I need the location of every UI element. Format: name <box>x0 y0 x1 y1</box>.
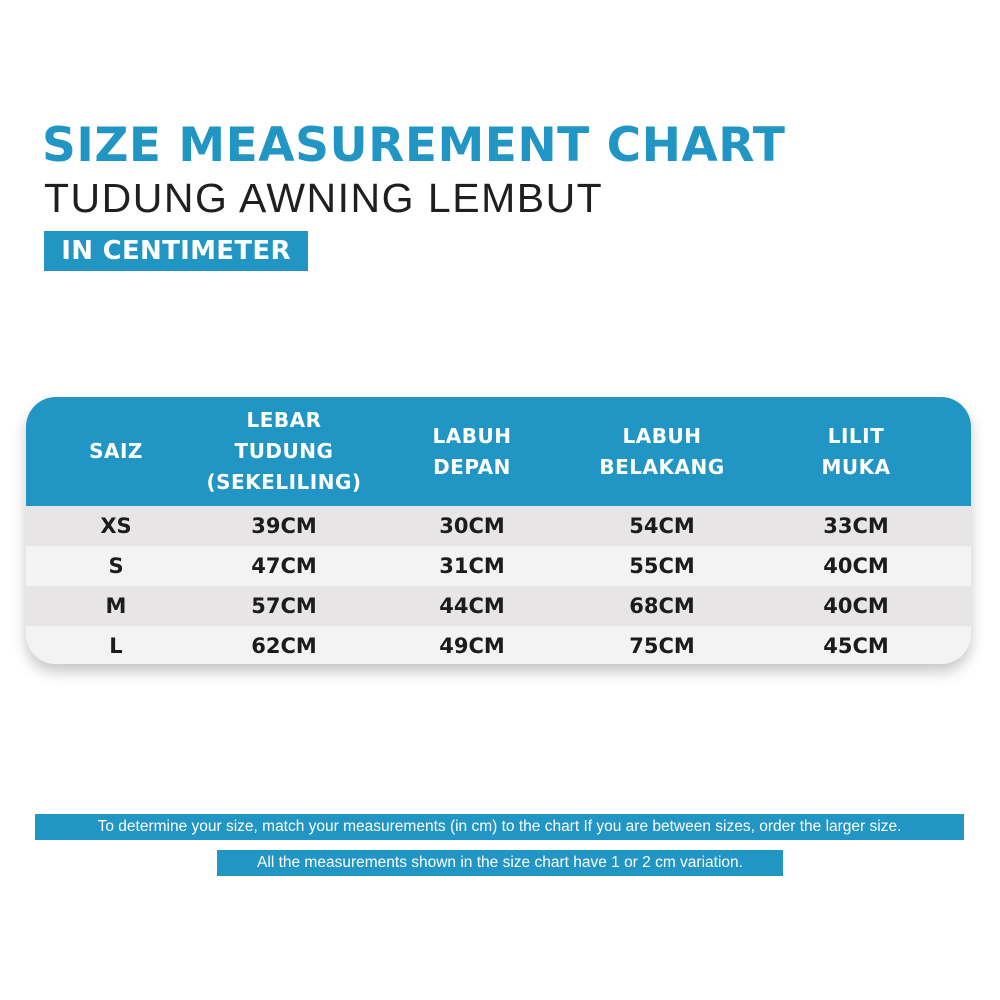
table-cell: 40CM <box>823 594 889 618</box>
table-header <box>26 397 971 506</box>
table-cell: 47CM <box>251 554 317 578</box>
table-cell: L <box>109 634 123 658</box>
table-cell: XS <box>100 514 132 538</box>
table-cell: S <box>108 554 124 578</box>
sizing-instruction-note: To determine your size, match your measurements (in cm) to the chart If you are between sizes, order the larger size. <box>35 814 964 840</box>
page-title: SIZE MEASUREMENT CHART <box>42 118 786 173</box>
table-cell: 31CM <box>439 554 505 578</box>
table-row <box>26 546 971 586</box>
column-header-face-circumference: LILIT MUKA <box>821 423 891 479</box>
column-header-width: LEBAR TUDUNG (SEKELILING) <box>206 408 362 494</box>
table-row <box>26 626 971 664</box>
product-name: TUDUNG AWNING LEMBUT <box>44 175 604 221</box>
table-cell: 33CM <box>823 514 889 538</box>
column-header-front-length: LABUH DEPAN <box>432 423 512 479</box>
table-cell: 40CM <box>823 554 889 578</box>
table-row <box>26 586 971 626</box>
table-cell: 75CM <box>629 634 695 658</box>
table-cell: 57CM <box>251 594 317 618</box>
table-cell: 55CM <box>629 554 695 578</box>
table-row <box>26 506 971 546</box>
table-cell: 45CM <box>823 634 889 658</box>
table-cell: 54CM <box>629 514 695 538</box>
table-cell: 44CM <box>439 594 505 618</box>
column-header-size: SAIZ <box>89 439 143 463</box>
size-table <box>26 397 971 664</box>
unit-badge: IN CENTIMETER <box>44 231 308 271</box>
variation-note: All the measurements shown in the size chart have 1 or 2 cm variation. <box>217 850 783 876</box>
column-header-back-length: LABUH BELAKANG <box>599 423 725 479</box>
table-cell: 30CM <box>439 514 505 538</box>
table-cell: 68CM <box>629 594 695 618</box>
table-cell: 49CM <box>439 634 505 658</box>
table-cell: 62CM <box>251 634 317 658</box>
table-cell: 39CM <box>251 514 317 538</box>
table-cell: M <box>105 594 127 618</box>
